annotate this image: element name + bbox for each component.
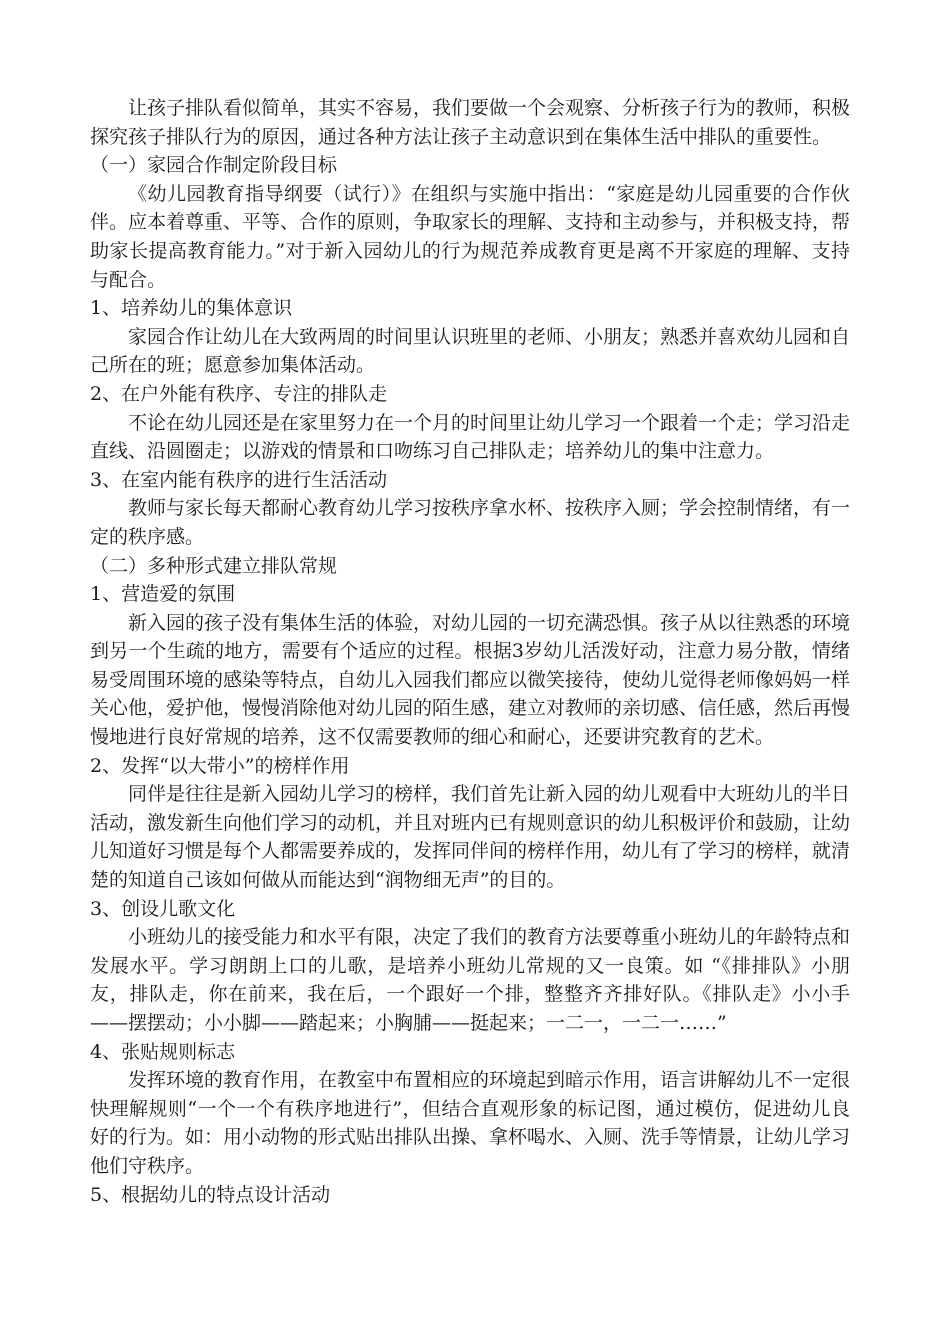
section-heading-queue-routines: （二）多种形式建立排队常规 bbox=[90, 554, 338, 577]
document-page bbox=[90, 94, 850, 1209]
paragraph-nursery-rhymes: 小班幼儿的接受能力和水平有限，决定了我们的教育方法要尊重小班幼儿的年龄特点和发展水平。学习朗朗上口的儿歌，是培养小班幼儿常规的又一良策。如 “《排排队》小朋友，排队走，你在前来，我在后，一个跟好一个排，整整齐齐排好队。《排队走》小小手——摆摆动；小小脚——踏起来；小胸脯——挺起来；一二一，一二一……” bbox=[90, 926, 851, 1034]
subheading-collective-awareness: 1、培养幼儿的集体意识 bbox=[90, 297, 293, 320]
paragraph-indoor-order: 教师与家长每天都耐心教育幼儿学习按秩序拿水杯、按秩序入厕；学会控制情绪，有一定的秩序感。 bbox=[90, 497, 851, 548]
paragraph-role-models: 同伴是往往是新入园幼儿学习的榜样，我们首先让新入园的幼儿观看中大班幼儿的半日活动，激发新生向他们学习的动机，并且对班内已有规则意识的幼儿积极评价和鼓励，让幼儿知道好习惯是每个人都需要养成的，发挥同伴间的榜样作用，幼儿有了学习的榜样，就清楚的知道自己该如何做从而能达到“润物细无声”的目的。 bbox=[90, 783, 851, 892]
subheading-rule-signs: 4、张贴规则标志 bbox=[90, 1040, 236, 1063]
paragraph-collective-awareness: 家园合作让幼儿在大致两周的时间里认识班里的老师、小朋友；熟悉并喜欢幼儿园和自己所在的班；愿意参加集体活动。 bbox=[90, 325, 851, 377]
paragraph-guideline-quote: 《幼儿园教育指导纲要（试行）》在组织与实施中指出：“家庭是幼儿园重要的合作伙伴。应本着尊重、平等、合作的原则，争取家长的理解、支持和主动参与，并积极支持，帮助家长提高教育能力。”对于新入园幼儿的行为规范养成教育更是离不开家庭的理解、支持与配合。 bbox=[90, 182, 851, 291]
subheading-indoor-order: 3、在室内能有秩序的进行生活活动 bbox=[90, 468, 388, 491]
subheading-nursery-rhymes: 3、创设儿歌文化 bbox=[90, 897, 236, 920]
subheading-outdoor-queue: 2、在户外能有秩序、专注的排队走 bbox=[90, 382, 388, 405]
paragraph-rule-signs: 发挥环境的教育作用，在教室中布置相应的环境起到暗示作用，语言讲解幼儿不一定很快理解规则“一个一个有秩序地进行”，但结合直观形象的标记图，通过模仿，促进幼儿良好的行为。如：用小动物的形式贴出排队出操、拿杯喝水、入厕、洗手等情景，让幼儿学习他们守秩序。 bbox=[90, 1069, 851, 1177]
section-heading-family-cooperation: （一）家园合作制定阶段目标 bbox=[90, 154, 338, 177]
paragraph-loving-atmosphere: 新入园的孩子没有集体生活的体验，对幼儿园的一切充满恐惧。孩子从以往熟悉的环境到另一个生疏的地方，需要有个适应的过程。根据3岁幼儿活泼好动，注意力易分散，情绪易受周围环境的感染等特点，自幼儿入园我们都应以微笑接待，使幼儿觉得老师像妈妈一样关心他，爱护他，慢慢消除他对幼儿园的陌生感，建立对教师的亲切感、信任感，然后再慢慢地进行良好常规的培养，这不仅需要教师的细心和耐心，还要讲究教育的艺术。 bbox=[90, 611, 851, 749]
subheading-role-models: 2、发挥“以大带小”的榜样作用 bbox=[90, 754, 350, 777]
subheading-loving-atmosphere: 1、营造爱的氛围 bbox=[90, 583, 236, 606]
paragraph-intro: 让孩子排队看似简单，其实不容易，我们要做一个会观察、分析孩子行为的教师，积极探究孩子排队行为的原因，通过各种方法让孩子主动意识到在集体生活中排队的重要性。 bbox=[90, 97, 851, 148]
paragraph-outdoor-queue: 不论在幼儿园还是在家里努力在一个月的时间里让幼儿学习一个跟着一个走；学习沿走直线、沿圆圈走；以游戏的情景和口吻练习自己排队走；培养幼儿的集中注意力。 bbox=[90, 411, 851, 463]
subheading-design-activities: 5、根据幼儿的特点设计活动 bbox=[90, 1183, 331, 1206]
